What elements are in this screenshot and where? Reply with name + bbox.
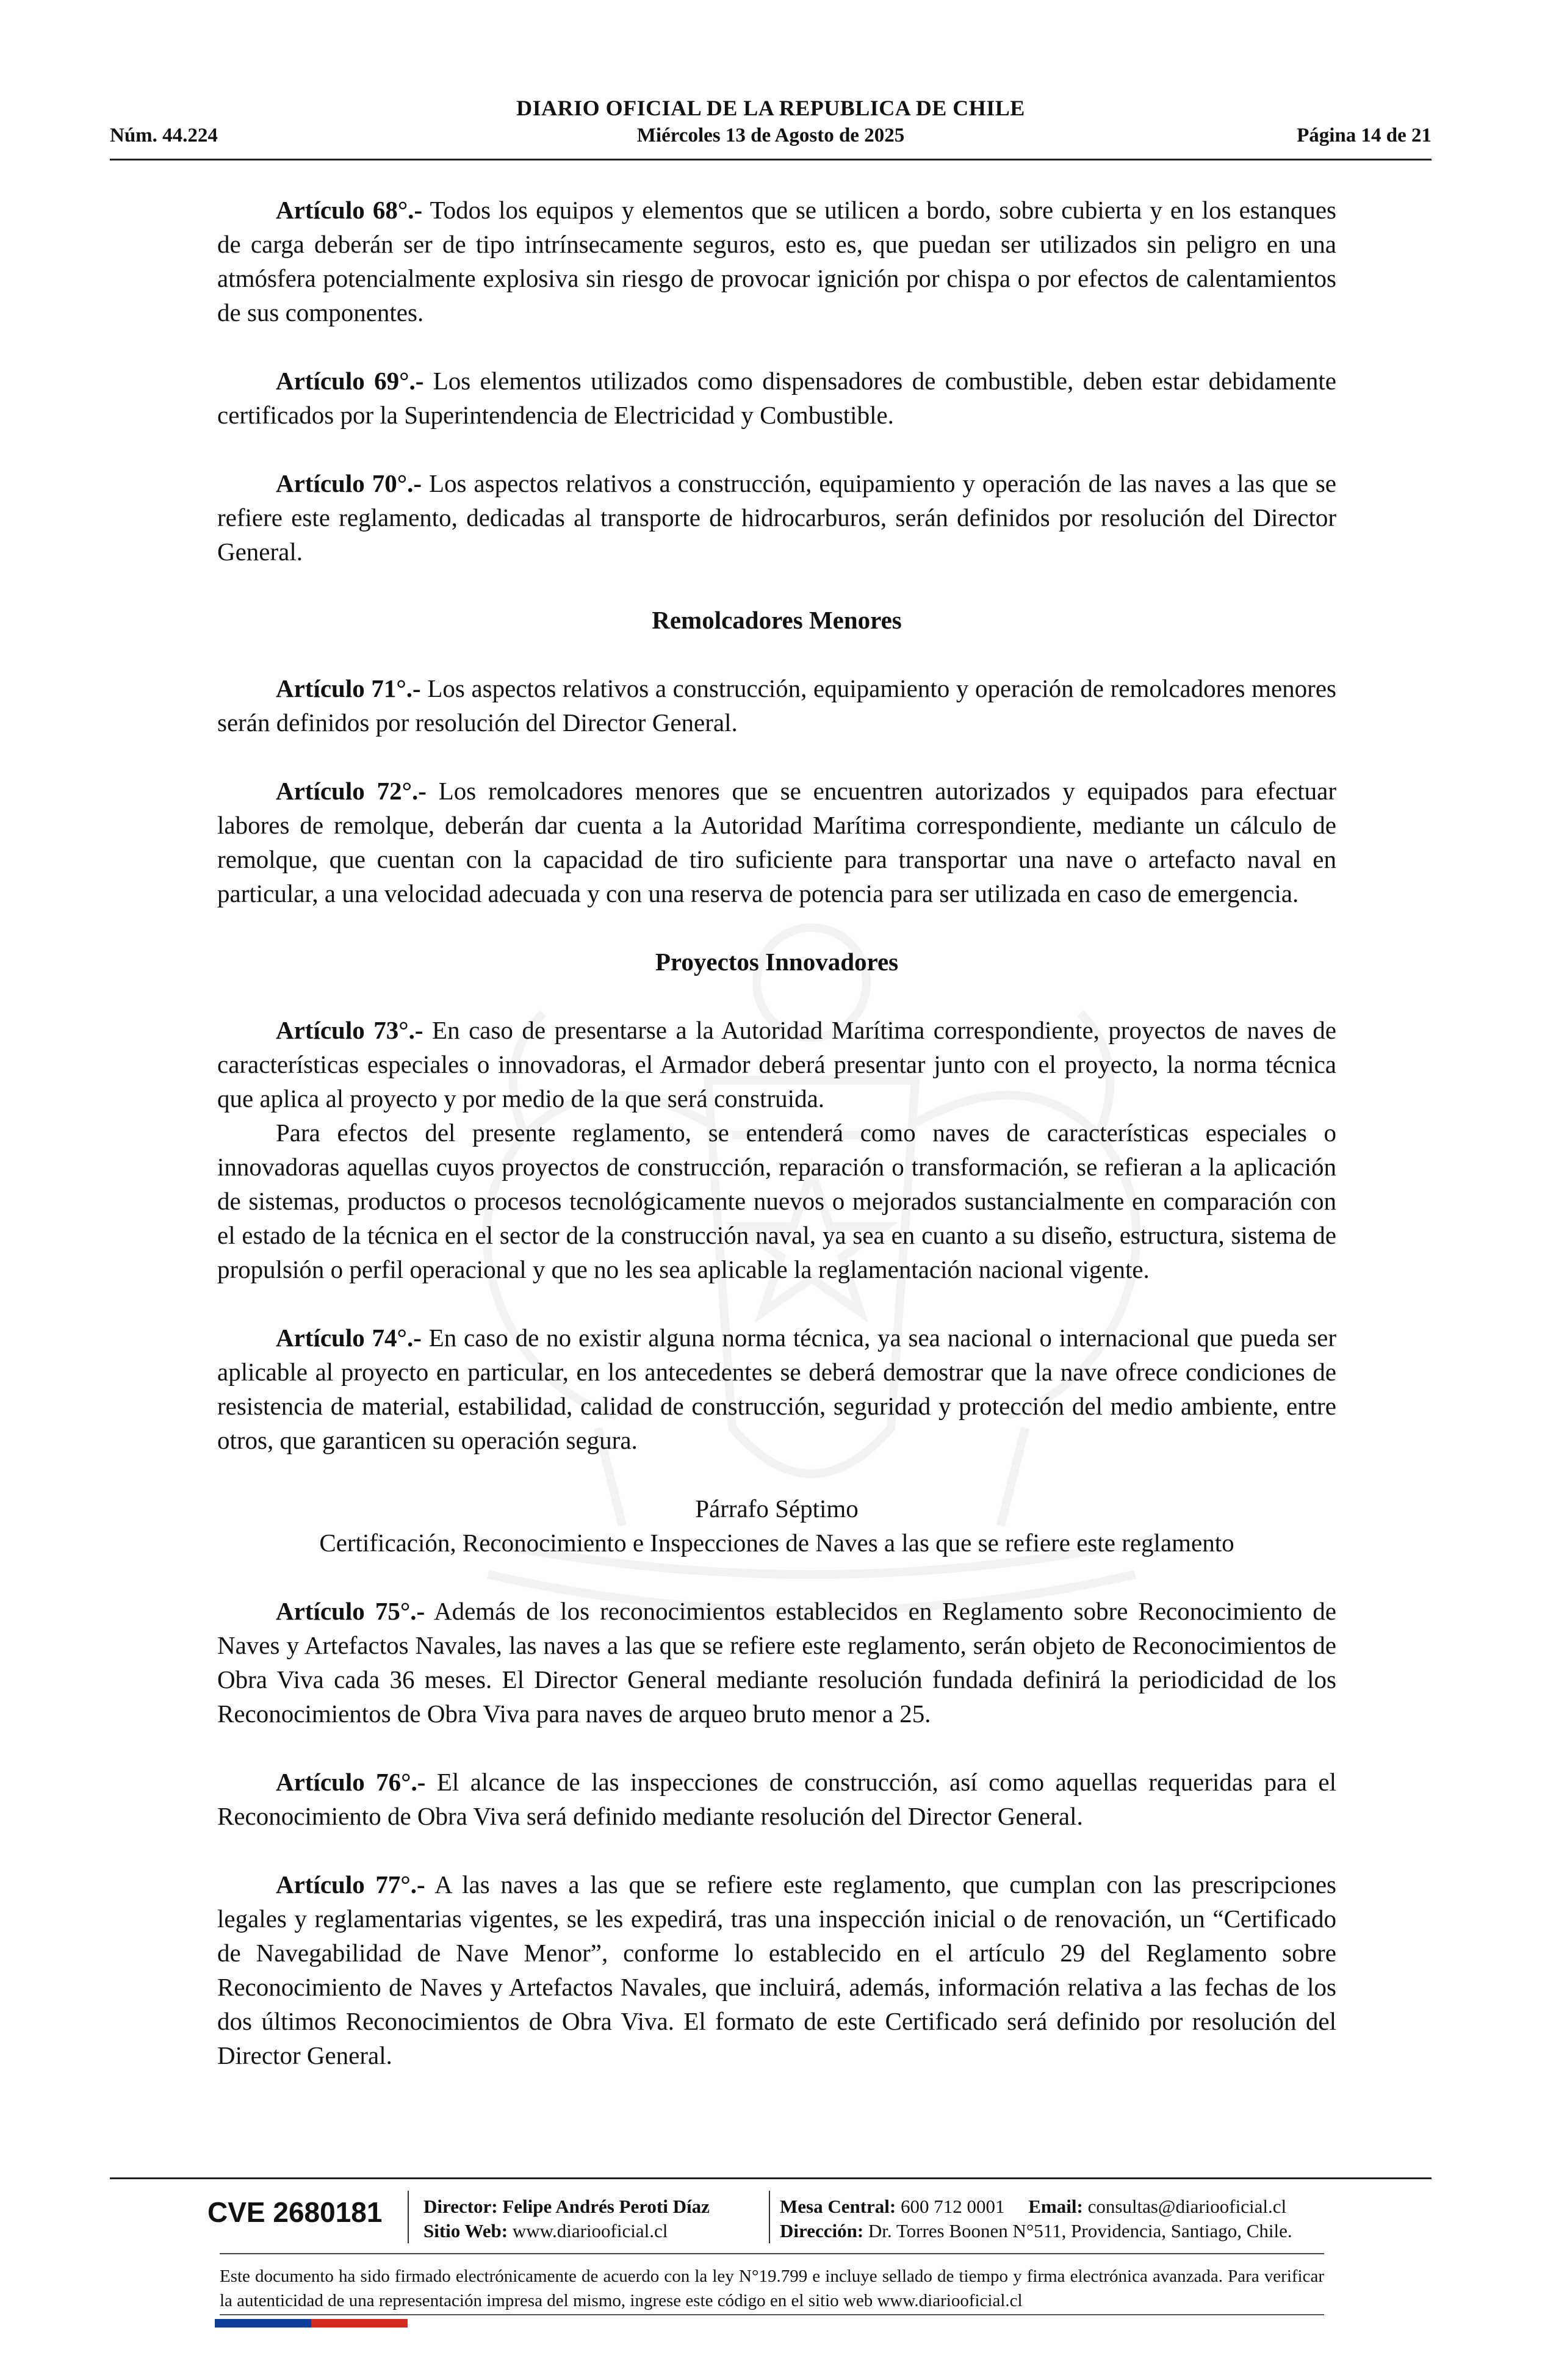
article-72 bbox=[217, 774, 1336, 911]
section-heading-proyectos: Proyectos Innovadores bbox=[655, 948, 899, 976]
website-label: Sitio Web: bbox=[423, 2220, 508, 2241]
mesa-central-label: Mesa Central: bbox=[780, 2196, 896, 2217]
article-text: A las naves a las que se refiere este reglamento, que cumplan con las prescripciones legales y reglamentarias vigentes, se les expedirá, tras una inspección inicial o de renovación, un “Certificado de Navegabilidad de Nave Menor”, conforme lo establecido en el artículo 29 del Reglamento sobre Reconocimiento de Naves y Artefactos Navales, que incluirá, además, información relativa a las fechas de los dos últimos Reconocimientos de Obra Viva. El formato de este Certificado será definido por resolución del Director General. bbox=[217, 1870, 1337, 2069]
footer-bottom-divider bbox=[220, 2314, 1324, 2315]
article-label: Artículo 75°.- bbox=[276, 1597, 425, 1625]
director-name: Director: Felipe Andrés Peroti Díaz bbox=[423, 2196, 710, 2217]
footer-divider bbox=[110, 2177, 1432, 2179]
footer-separator bbox=[769, 2191, 770, 2243]
issue-number: Núm. 44.224 bbox=[110, 124, 218, 146]
article-text: Todos los equipos y elementos que se utilicen a bordo, sobre cubierta y en los estanques de carga deberán ser de tipo intrínsecamente seguros, esto es, que puedan ser utilizados sin peligro en una atmósfera potencialmente explosiva sin riesgo de provocar ignición por chispa o por efectos de calentamientos de sus componentes. bbox=[217, 196, 1336, 326]
article-label: Artículo 70°.- bbox=[276, 469, 422, 497]
article-77 bbox=[217, 1867, 1336, 2072]
article-label: Artículo 76°.- bbox=[276, 1768, 426, 1796]
page-header bbox=[110, 93, 1432, 160]
article-text: Los elementos utilizados como dispensadores de combustible, deben estar debidamente certificados por la Superintendencia de Electricidad y Combustible. bbox=[217, 367, 1336, 429]
article-text: Los aspectos relativos a construcción, equipamiento y operación de remolcadores menores serán definidos por resolución del Director General. bbox=[217, 674, 1336, 737]
cve-code: CVE 2680181 bbox=[207, 2196, 383, 2228]
flag-color-bar bbox=[215, 2319, 408, 2328]
article-label: Artículo 71°.- bbox=[276, 674, 421, 702]
footer-separator bbox=[408, 2191, 409, 2243]
article-69 bbox=[217, 364, 1336, 432]
article-71 bbox=[217, 671, 1336, 740]
article-label: Artículo 77°.- bbox=[276, 1870, 425, 1899]
footer-divider bbox=[220, 2253, 1324, 2254]
direccion-value: Dr. Torres Boonen N°511, Providencia, Santiago, Chile. bbox=[863, 2220, 1292, 2241]
article-74 bbox=[217, 1321, 1336, 1457]
article-68 bbox=[217, 193, 1336, 330]
section-heading-remolcadores: Remolcadores Menores bbox=[652, 606, 902, 634]
article-text: Los aspectos relativos a construcción, equipamiento y operación de las naves a las que se refiere este reglamento, dedicadas al transporte de hidrocarburos, serán definidos por resolución del Director General. bbox=[217, 469, 1336, 566]
footer-director-column bbox=[423, 2194, 710, 2243]
article-label: Artículo 74°.- bbox=[276, 1324, 422, 1352]
website-link[interactable]: www.diariooficial.cl bbox=[508, 2220, 668, 2241]
legal-notice: Este documento ha sido firmado electrónicamente de acuerdo con la ley N°19.799 e incluye sellado de tiempo y firma electrónica avanzada. Para verificar la autenticidad de una representación impresa del mismo, ingrese este código en el sitio web www.diariooficial.cl bbox=[220, 2266, 1324, 2310]
paragraph-subheading: Certificación, Reconocimiento e Inspecciones de Naves a las que se refiere este reglamento bbox=[319, 1529, 1234, 1557]
email-label: Email: bbox=[1028, 2196, 1083, 2217]
flag-bar-blue bbox=[215, 2319, 311, 2328]
article-text: En caso de presentarse a la Autoridad Marítima correspondiente, proyectos de naves de características especiales o innovadoras, el Armador deberá presentar junto con el proyecto, la norma técnica que aplica al proyecto y por medio de la que será construida. bbox=[217, 1016, 1337, 1112]
document-body bbox=[217, 193, 1336, 2107]
article-text: El alcance de las inspecciones de construcción, así como aquellas requeridas para el Reconocimiento de Obra Viva será definido mediante resolución del Director General. bbox=[217, 1768, 1336, 1830]
article-73 bbox=[217, 1013, 1336, 1116]
issue-date: Miércoles 13 de Agosto de 2025 bbox=[636, 124, 905, 146]
article-70 bbox=[217, 466, 1336, 569]
article-text: En caso de no existir alguna norma técnica, ya sea nacional o internacional que pueda ser aplicable al proyecto en particular, en los antecedentes se deberá demostrar que la nave ofrece condiciones de resistencia de material, estabilidad, calidad de construcción, seguridad y protección del medio ambiente, entre otros, que garanticen su operación segura. bbox=[217, 1324, 1336, 1454]
mesa-central-value: 600 712 0001 bbox=[896, 2196, 1005, 2217]
page-footer bbox=[110, 2177, 1432, 2310]
article-text: Además de los reconocimientos establecidos en Reglamento sobre Reconocimiento de Naves y Artefactos Navales, las naves a las que se refiere este reglamento, serán objeto de Reconocimientos de Obra Viva cada 36 meses. El Director General mediante resolución fundada definirá la periodicidad de los Reconocimientos de Obra Viva para naves de arqueo bruto menor a 25. bbox=[217, 1597, 1336, 1728]
article-75 bbox=[217, 1594, 1336, 1731]
article-text: Los remolcadores menores que se encuentren autorizados y equipados para efectuar labores de remolque, deberán dar cuenta a la Autoridad Marítima correspondiente, mediante un cálculo de remolque, que cuentan con la capacidad de tiro suficiente para transportar una nave o artefacto naval en particular, a una velocidad adecuada y con una reserva de potencia para ser utilizada en caso de emergencia. bbox=[217, 777, 1336, 907]
article-label: Artículo 72°.- bbox=[276, 777, 427, 805]
page-number: Página 14 de 21 bbox=[1297, 124, 1432, 146]
flag-bar-red bbox=[311, 2319, 408, 2328]
article-76 bbox=[217, 1765, 1336, 1833]
article-label: Artículo 68°.- bbox=[276, 196, 423, 224]
article-label: Artículo 69°.- bbox=[276, 367, 424, 395]
newspaper-title: DIARIO OFICIAL DE LA REPUBLICA DE CHILE bbox=[516, 96, 1025, 120]
article-label: Artículo 73°.- bbox=[276, 1016, 423, 1044]
article-73-continuation: Para efectos del presente reglamento, se entenderá como naves de características especiales o innovadoras aquellas cuyos proyectos de construcción, reparación o transformación, se refieran a la aplicación de sistemas, productos o procesos tecnológicamente nuevos o mejorados sustancialmente en comparación con el estado de la técnica en el sector de la construcción naval, ya sea en cuanto a su diseño, estructura, sistema de propulsión o perfil operacional y que no les sea aplicable la reglamentación nacional vigente. bbox=[217, 1119, 1336, 1283]
email-link[interactable]: consultas@diariooficial.cl bbox=[1082, 2196, 1287, 2217]
footer-contact-column bbox=[780, 2194, 1292, 2243]
direccion-label: Dirección: bbox=[780, 2220, 864, 2241]
paragraph-heading: Párrafo Séptimo bbox=[695, 1495, 859, 1523]
